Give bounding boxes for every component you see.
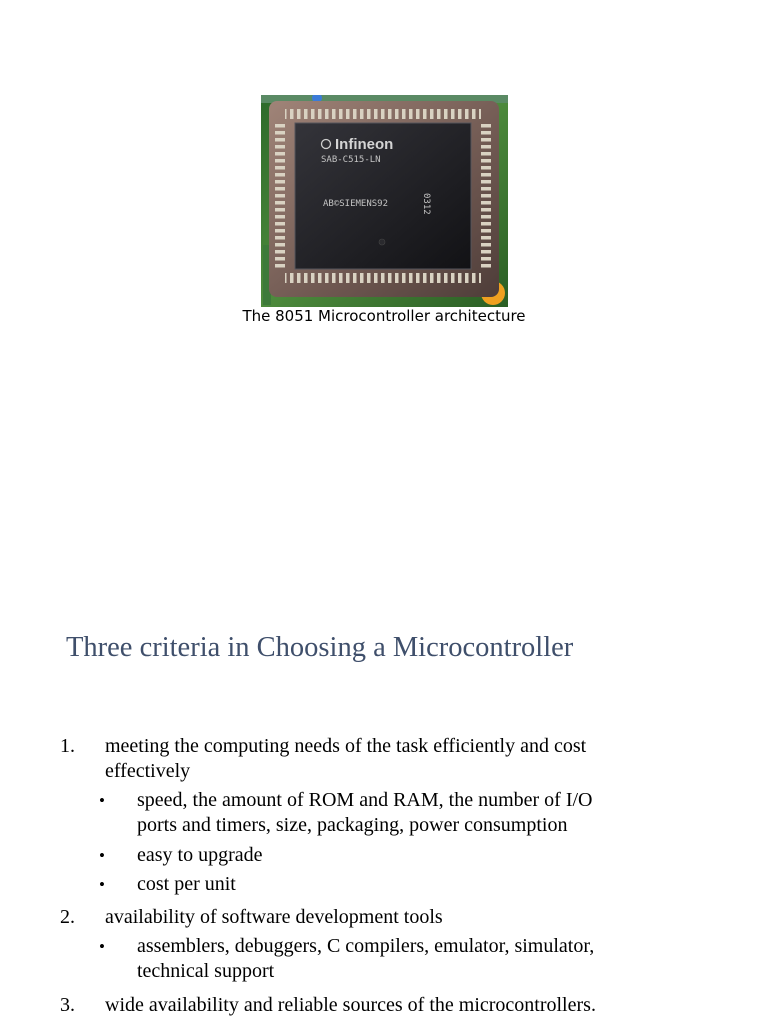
section-heading: Three criteria in Choosing a Microcontroller bbox=[66, 632, 574, 663]
bullet-text: speed, the amount of ROM and RAM, the number of I/O bbox=[137, 789, 593, 811]
bullet-text: assemblers, debuggers, C compilers, emulator, simulator, bbox=[137, 935, 595, 957]
chip-code-text: 0312 bbox=[421, 193, 431, 215]
chip-brand-text: Infineon bbox=[335, 136, 394, 153]
list-item-text: availability of software development tools bbox=[105, 906, 443, 928]
list-item-text: wide availability and reliable sources of the microcontrollers. bbox=[105, 994, 596, 1016]
list-item-text: meeting the computing needs of the task efficiently and cost bbox=[105, 735, 587, 757]
bullet-icon: • bbox=[99, 791, 105, 810]
list-item-text: effectively bbox=[105, 760, 191, 782]
figure-caption: The 8051 Microcontroller architecture bbox=[242, 307, 526, 325]
chip-part-text: SAB-C515-LN bbox=[321, 155, 381, 165]
chip-mark-text: AB©SIEMENS92 bbox=[323, 199, 389, 209]
bullet-text: technical support bbox=[137, 960, 275, 982]
list-number: 2. bbox=[60, 906, 75, 928]
bullet-icon: • bbox=[99, 875, 105, 894]
list-number: 3. bbox=[60, 994, 75, 1016]
bullet-icon: • bbox=[99, 846, 105, 865]
bullet-text: easy to upgrade bbox=[137, 844, 263, 866]
bullet-icon: • bbox=[99, 937, 105, 956]
bullet-text: cost per unit bbox=[137, 873, 236, 895]
bullet-text: ports and timers, size, packaging, power consumption bbox=[137, 814, 568, 836]
list-number: 1. bbox=[60, 735, 75, 757]
